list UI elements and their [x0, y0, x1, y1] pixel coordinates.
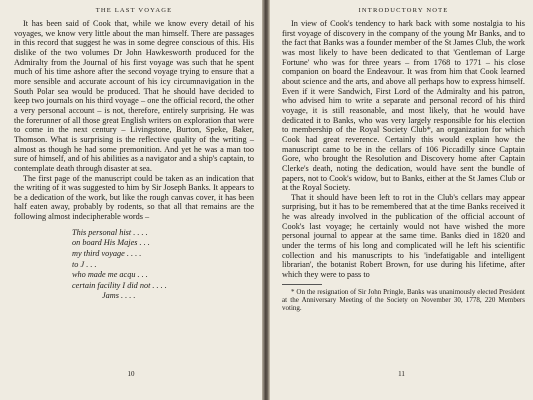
left-paragraph-1: It has been said of Cook that, while we know every detail of his voyages, we know very little about the man himself. There are passages in this record that suggest he was in some degree conscious of this. His dislike of the two volumes Dr John Hawkesworth produced for the Admiralty from the Journal of his first voyage was such that he spent much of his time ashore after the second voyage trying to ensure that a more sensible and accurate account of his icy circumnavigation in the South Polar sea would be produced. That he should have decided to keep two journals on his third voyage – one the official record, the other a very personal account – is not, therefore, entirely surprising. He was the forerunner of all those great English writers on exploration that were to come in the next century – Livingstone, Burton, Speke, Baker, Thomson. What is surprising is the reflective quality of the writing – almost as though he had some premonition. And yet he was a man too sure of himself, and of his abilities as a navigator and a ship's captain, to contemplate death through disaster at sea. [14, 19, 254, 173]
right-paragraph-1: In view of Cook's tendency to hark back with some nostalgia to his first voyage of discovery in the company of the young Mr Banks, and to the fact that Banks was a founder member of the St James Club, the work was most likely to have been dedicated to that 'Gentleman of Large Fortune' who was for three years – from 1768 to 1771 – his close companion on board the Endeavour. It was from him that Cook learned about science and the arts, and above all perhaps how to express himself. Even if it were Sandwich, First Lord of the Admiralty and his patron, who advised him to write a separate and personal record of his third voyage, it is still reasonable, and most likely, that he would have dedicated it to Banks, who was very largely responsible for his election to membership of the Royal Society Club*, an organization for which Cook had great reverence. Certainly this would explain how the manuscript came to be in the cellars of 106 Piccadilly since Captain Gore, who brought the Resolution and Discovery home after Captain Clerke's death, noting the dedication, would have sent the bundle of papers, not to Cook's widow, but to Banks, either at the St James Club or at the Royal Society. [282, 19, 525, 193]
dedication-line: on board His Majes . . . [72, 238, 150, 248]
footnote-rule [282, 284, 322, 285]
dedication-line: This personal hist . . . . [72, 227, 148, 237]
dedication-line: Jams . . . . [102, 291, 136, 301]
book-gutter [262, 0, 270, 400]
running-head-left: THE LAST VOYAGE [95, 7, 173, 14]
left-page [0, 0, 262, 400]
dedication-line: my third voyage . . . . [72, 248, 142, 258]
dedication-line: to J . . . [72, 259, 97, 269]
dedication-fragment [72, 228, 254, 302]
right-paragraph-2: That it should have been left to rot in the Club's cellars may appear surprising, but it has to be remembered that at the time Banks received it he was already involved in the publication of the official account of Cook's last voyage; he certainly would not have wished the more personal journal to appear at the same time. Banks died in 1820 and under the terms of his long and complicated will he left his scientific collection and his manuscripts to his 'indefatigable and intelligent librarian', the botanist Robert Brown, for use during his lifetime, after which they were to pass to [282, 192, 525, 280]
left-paragraph-2: The first page of the manuscript could be taken as an indication that the writing of it was suggested to him by Sir Joseph Banks. It appears to be a dedication of the work, but like the rough canvas cover, it has been half eaten away, probably by rodents, so that all that remains are the following almost indecipherable words – [14, 173, 254, 222]
right-page [270, 0, 533, 400]
page-number-left: 10 [127, 370, 135, 378]
dedication-line: certain facility I did not . . . . [72, 280, 167, 290]
running-head-right: INTRODUCTORY NOTE [358, 7, 449, 14]
page-number-right: 11 [398, 370, 405, 378]
dedication-line: who made me acqu . . . [72, 270, 148, 280]
footnote: * On the resignation of Sir John Pringle, Banks was unanimously elected President at the Anniversary Meeting of the Society on November 30, 1778, 220 Members voting. [282, 287, 525, 313]
